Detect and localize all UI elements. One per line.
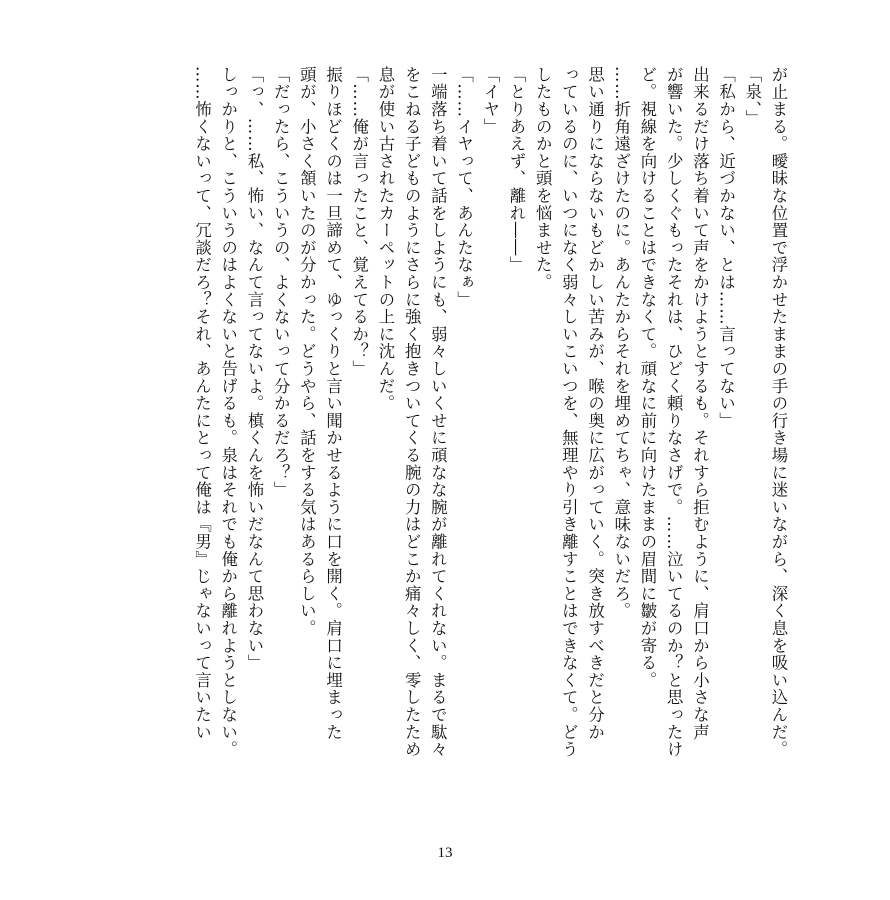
text-line-12: 「イヤ」	[480, 66, 500, 136]
text-line-6: ど。視線を向けることはできなくて。頑なに前に向けたままの眉間に皺が寄る。	[637, 66, 657, 689]
text-line-15: をこねる子どものようにさらに強く抱きついてくる腕の力はどこか痛々しく、零したため	[402, 66, 422, 758]
text-line-5: が響いた。少しくぐもったそれは、ひどく頼りなさげで。……泣いてるのか？と思ったけ	[664, 66, 684, 758]
page-number: 13	[437, 845, 453, 861]
text-line-20: 「だったら、こういうの、よくないって分かるだろ？」	[271, 66, 291, 499]
text-line-23: ……怖くないって、冗談だろ？それ、あんたにとって俺は『男』じゃないって言いたい	[192, 66, 212, 741]
text-line-22: しっかりと、こういうのはよくないと告げるも。泉はそれでも俺から離れようとしない。	[218, 66, 238, 758]
text-line-14: 一端落ち着いて話をしようにも、弱々しいくせに頑なな腕が離れてくれない。まるで駄々	[428, 66, 448, 758]
text-line-9: っているのに、いつになく弱々しいこいつを、無理やり引き離すことはできなくて。どう	[559, 66, 579, 758]
text-line-21: 「っ、……私、怖い、なんて言ってないよ。槙くんを怖いだなんて思わない」	[244, 66, 264, 672]
vertical-text-body	[188, 66, 791, 836]
text-line-8: 思い通りにならないもどかしい苦みが、喉の奥に広がっていく。突き放すべきだと分か	[585, 66, 605, 741]
text-line-18: 振りほどくのは一旦諦めて、ゆっくりと言い聞かせるように口を開く。肩口に埋まった	[323, 66, 343, 741]
text-line-13: 「……イヤって、あんたなぁ」	[454, 66, 474, 309]
text-line-3: 「私から、近づかない、とは……言ってない」	[716, 66, 736, 430]
text-line-11: 「とりあえず、離れ――」	[506, 66, 526, 274]
text-line-4: 出来るだけ落ち着いて声をかけようとするも。それすら拒むように、肩口から小さな声	[690, 66, 710, 741]
text-line-16: 息が使い古されたカーペットの上に沈んだ。	[375, 66, 395, 412]
text-line-10: したものかと頭を悩ませた。	[533, 66, 553, 291]
text-line-2: 「泉、」	[742, 66, 762, 127]
text-line-1: が止まる。曖昧な位置で浮かせたままの手の行き場に迷いながら、深く息を吸い込んだ。	[769, 66, 788, 758]
text-line-17: 「……俺が言ったこと、覚えてるか？」	[349, 66, 369, 378]
text-line-19: 頭が、小さく頷いたのが分かった。どうやら、話をする気はあるらしい。	[297, 66, 317, 637]
text-line-7: ……折角遠ざけたのに。あんたからそれを埋めてちゃ、意味ないだろ。	[611, 66, 631, 620]
